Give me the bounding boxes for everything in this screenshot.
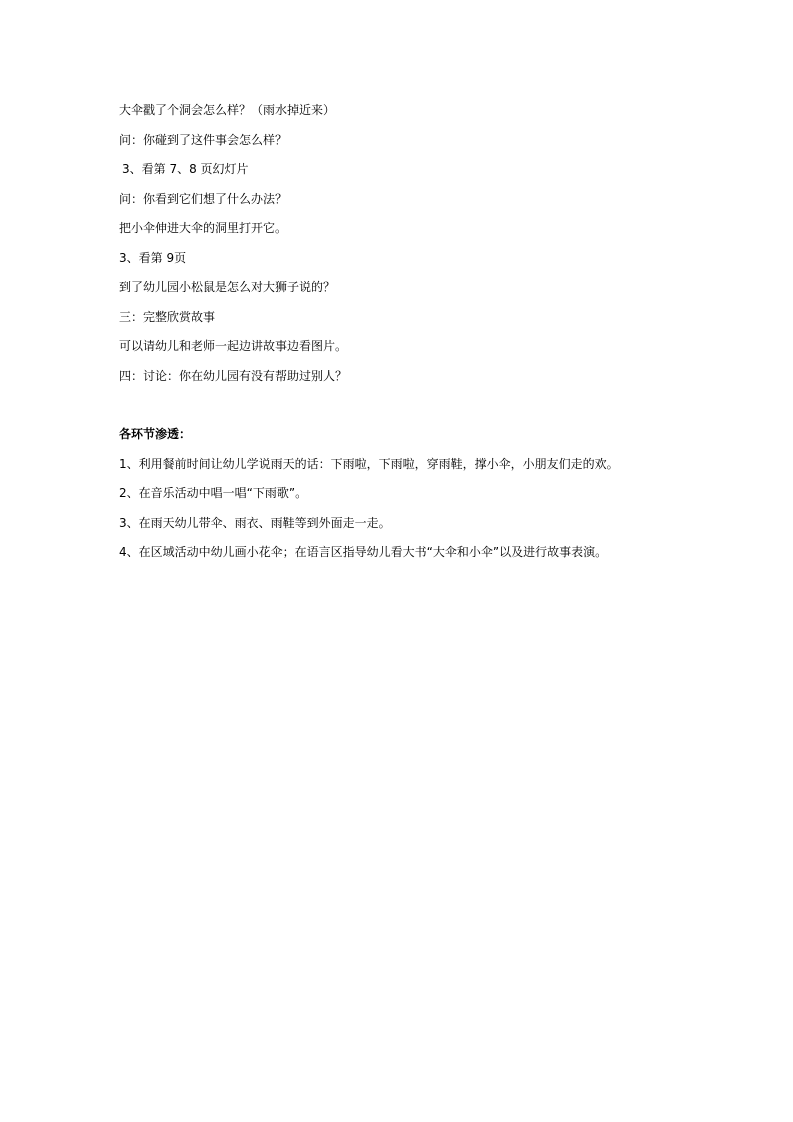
section-heading: 各环节渗透：: [119, 427, 192, 441]
section-line: 2、在音乐活动中唱一唱“下雨歌”。: [119, 486, 308, 500]
text-line: 3、看第 9页: [119, 250, 187, 265]
section-line: 3、在雨天幼儿带伞、雨衣、雨鞋等到外面走一走。: [119, 515, 391, 530]
text-line: 问：你看到它们想了什么办法？: [119, 191, 288, 206]
section-line: 1、利用餐前时间让幼儿学说雨天的话：下雨啦，下雨啦，穿雨鞋，撑小伞，小朋友们走的欢。: [119, 456, 619, 471]
text-line: 四：讨论：你在幼儿园有没有帮助过别人？: [119, 368, 348, 383]
paragraph-gap: [119, 396, 679, 425]
text-line: 问：你碰到了这件事会怎么样？: [119, 132, 288, 147]
document-body: [119, 101, 679, 573]
text-line: 三：完整欣赏故事: [119, 309, 216, 324]
section-line: 4、在区域活动中幼儿画小花伞；在语言区指导幼儿看大书“大伞和小伞”以及进行故事表演。: [119, 545, 608, 559]
text-line: 3、看第 7、8 页幻灯片: [122, 162, 249, 176]
text-line: 到了幼儿园小松鼠是怎么对大狮子说的？: [119, 280, 336, 294]
text-line: 可以请幼儿和老师一起边讲故事边看图片。: [119, 339, 348, 353]
text-line: 把小伞伸进大伞的洞里打开它。: [119, 221, 288, 235]
text-line: 大伞戳了个洞会怎么样？（雨水掉近来）: [119, 103, 336, 117]
